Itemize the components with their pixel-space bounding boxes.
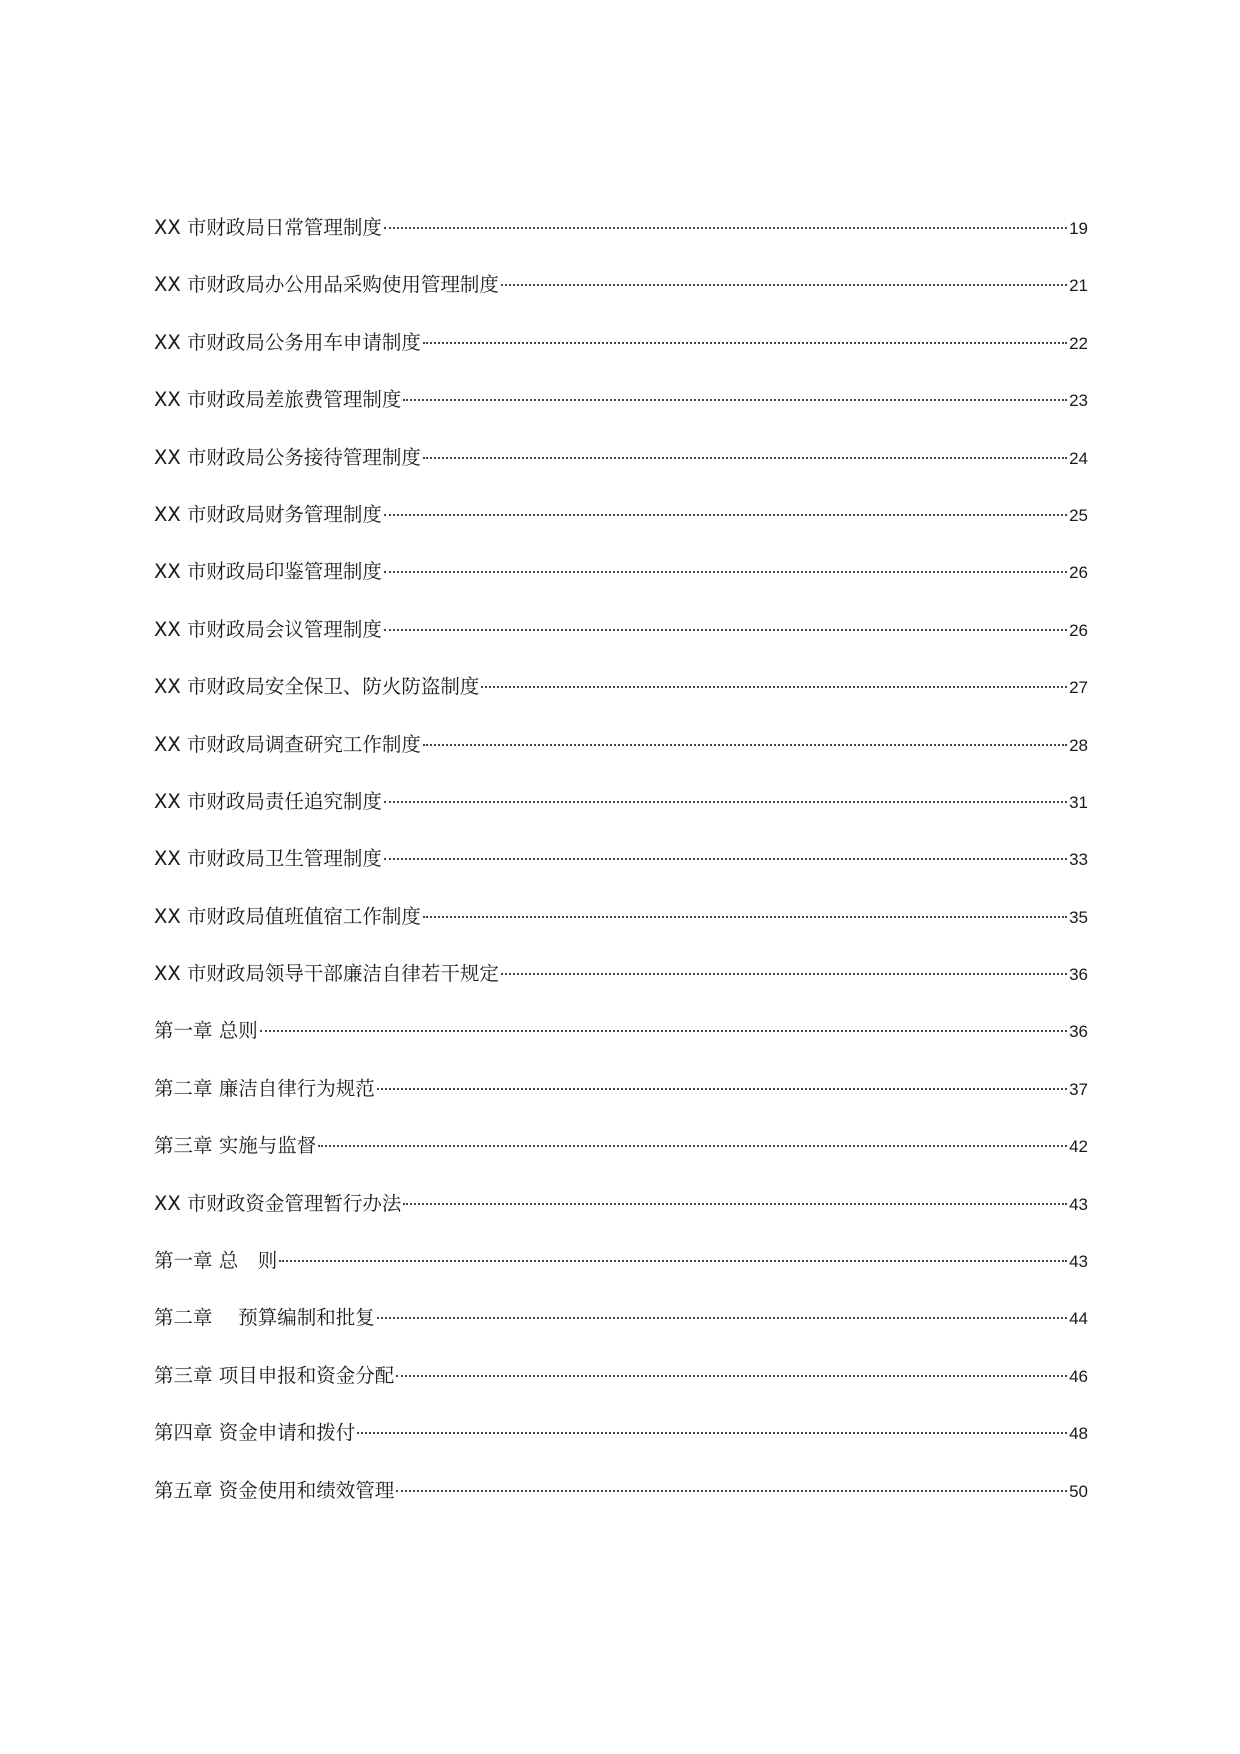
toc-dot-leader	[384, 513, 1067, 516]
table-of-contents	[154, 212, 1088, 1532]
toc-entry-title: 第五章 资金使用和绩效管理	[154, 1478, 395, 1502]
toc-page-number: 48	[1069, 1424, 1088, 1444]
toc-entry-title: XX 市财政局印鉴管理制度	[154, 560, 382, 584]
toc-dot-leader	[501, 972, 1067, 975]
toc-entry-title: XX 市财政局领导干部廉洁自律若干规定	[154, 962, 499, 986]
toc-page-number: 31	[1069, 792, 1088, 812]
toc-page-number: 43	[1069, 1194, 1088, 1214]
toc-entry[interactable]	[154, 1417, 1088, 1474]
toc-entry-title: XX 市财政局安全保卫、防火防盗制度	[154, 675, 480, 699]
toc-page-number: 37	[1069, 1079, 1088, 1099]
toc-page-number: 46	[1069, 1366, 1088, 1386]
toc-entry-title: 第二章 廉洁自律行为规范	[154, 1076, 375, 1100]
toc-entry-title: XX 市财政局调查研究工作制度	[154, 732, 421, 756]
toc-page-number: 42	[1069, 1137, 1088, 1157]
toc-dot-leader	[396, 1374, 1067, 1377]
toc-entry[interactable]	[154, 384, 1088, 441]
toc-dot-leader	[481, 685, 1067, 688]
toc-entry[interactable]	[154, 901, 1088, 958]
toc-entry-title: XX 市财政局办公用品采购使用管理制度	[154, 273, 499, 297]
toc-dot-leader	[384, 857, 1067, 860]
toc-dot-leader	[501, 283, 1067, 286]
toc-dot-leader	[357, 1431, 1067, 1434]
toc-entry-title: 第二章 预算编制和批复	[154, 1306, 375, 1330]
toc-page-number: 33	[1069, 850, 1088, 870]
toc-dot-leader	[377, 1316, 1067, 1319]
toc-dot-leader	[396, 1489, 1067, 1492]
toc-dot-leader	[423, 456, 1067, 459]
toc-page-number: 21	[1069, 276, 1088, 296]
toc-page-number: 23	[1069, 391, 1088, 411]
toc-entry[interactable]	[154, 1302, 1088, 1359]
toc-entry[interactable]	[154, 786, 1088, 843]
toc-dot-leader	[260, 1029, 1067, 1032]
toc-entry[interactable]	[154, 1015, 1088, 1072]
toc-entry-title: XX 市财政局财务管理制度	[154, 502, 382, 526]
toc-page-number: 26	[1069, 563, 1088, 583]
toc-dot-leader	[384, 226, 1067, 229]
toc-dot-leader	[423, 915, 1067, 918]
toc-dot-leader	[384, 628, 1067, 631]
toc-entry[interactable]	[154, 958, 1088, 1015]
toc-entry[interactable]	[154, 729, 1088, 786]
toc-page-number: 44	[1069, 1309, 1088, 1329]
toc-page-number: 24	[1069, 448, 1088, 468]
toc-entry[interactable]	[154, 614, 1088, 671]
toc-page-number: 28	[1069, 735, 1088, 755]
toc-entry-title: XX 市财政资金管理暂行办法	[154, 1191, 402, 1215]
toc-entry[interactable]	[154, 671, 1088, 728]
toc-page-number: 36	[1069, 1022, 1088, 1042]
toc-dot-leader	[423, 341, 1067, 344]
toc-entry-title: XX 市财政局值班值宿工作制度	[154, 904, 421, 928]
toc-entry[interactable]	[154, 442, 1088, 499]
toc-entry[interactable]	[154, 1360, 1088, 1417]
toc-dot-leader	[279, 1259, 1067, 1262]
toc-page-number: 36	[1069, 965, 1088, 985]
toc-dot-leader	[384, 570, 1067, 573]
toc-entry-title: 第一章 总则	[154, 1019, 258, 1043]
toc-dot-leader	[384, 800, 1067, 803]
toc-entry[interactable]	[154, 1130, 1088, 1187]
toc-dot-leader	[403, 398, 1067, 401]
toc-dot-leader	[318, 1144, 1067, 1147]
toc-entry[interactable]	[154, 327, 1088, 384]
toc-dot-leader	[403, 1202, 1067, 1205]
toc-entry-title: XX 市财政局公务用车申请制度	[154, 330, 421, 354]
toc-entry[interactable]	[154, 1475, 1088, 1532]
toc-page-number: 50	[1069, 1481, 1088, 1501]
toc-entry[interactable]	[154, 556, 1088, 613]
toc-entry-title: XX 市财政局责任追究制度	[154, 789, 382, 813]
toc-entry[interactable]	[154, 1073, 1088, 1130]
toc-entry[interactable]	[154, 212, 1088, 269]
toc-entry[interactable]	[154, 843, 1088, 900]
toc-page-number: 25	[1069, 505, 1088, 525]
toc-page-number: 27	[1069, 678, 1088, 698]
toc-page-number: 35	[1069, 907, 1088, 927]
toc-page-number: 19	[1069, 219, 1088, 238]
toc-dot-leader	[377, 1087, 1067, 1090]
toc-entry[interactable]	[154, 269, 1088, 326]
toc-entry[interactable]	[154, 1188, 1088, 1245]
toc-entry-title: XX 市财政局卫生管理制度	[154, 847, 382, 871]
toc-page-number: 43	[1069, 1252, 1088, 1272]
toc-entry[interactable]	[154, 1245, 1088, 1302]
toc-entry-title: XX 市财政局日常管理制度	[154, 216, 382, 239]
toc-page-number: 26	[1069, 620, 1088, 640]
toc-entry-title: 第一章 总 则	[154, 1249, 278, 1273]
toc-dot-leader	[423, 743, 1067, 746]
toc-entry-title: 第四章 资金申请和拨付	[154, 1421, 356, 1445]
toc-entry-title: XX 市财政局公务接待管理制度	[154, 445, 421, 469]
toc-entry-title: XX 市财政局差旅费管理制度	[154, 388, 402, 412]
toc-entry[interactable]	[154, 499, 1088, 556]
toc-page-number: 22	[1069, 333, 1088, 353]
toc-entry-title: 第三章 实施与监督	[154, 1134, 317, 1158]
toc-entry-title: 第三章 项目申报和资金分配	[154, 1363, 395, 1387]
toc-entry-title: XX 市财政局会议管理制度	[154, 617, 382, 641]
